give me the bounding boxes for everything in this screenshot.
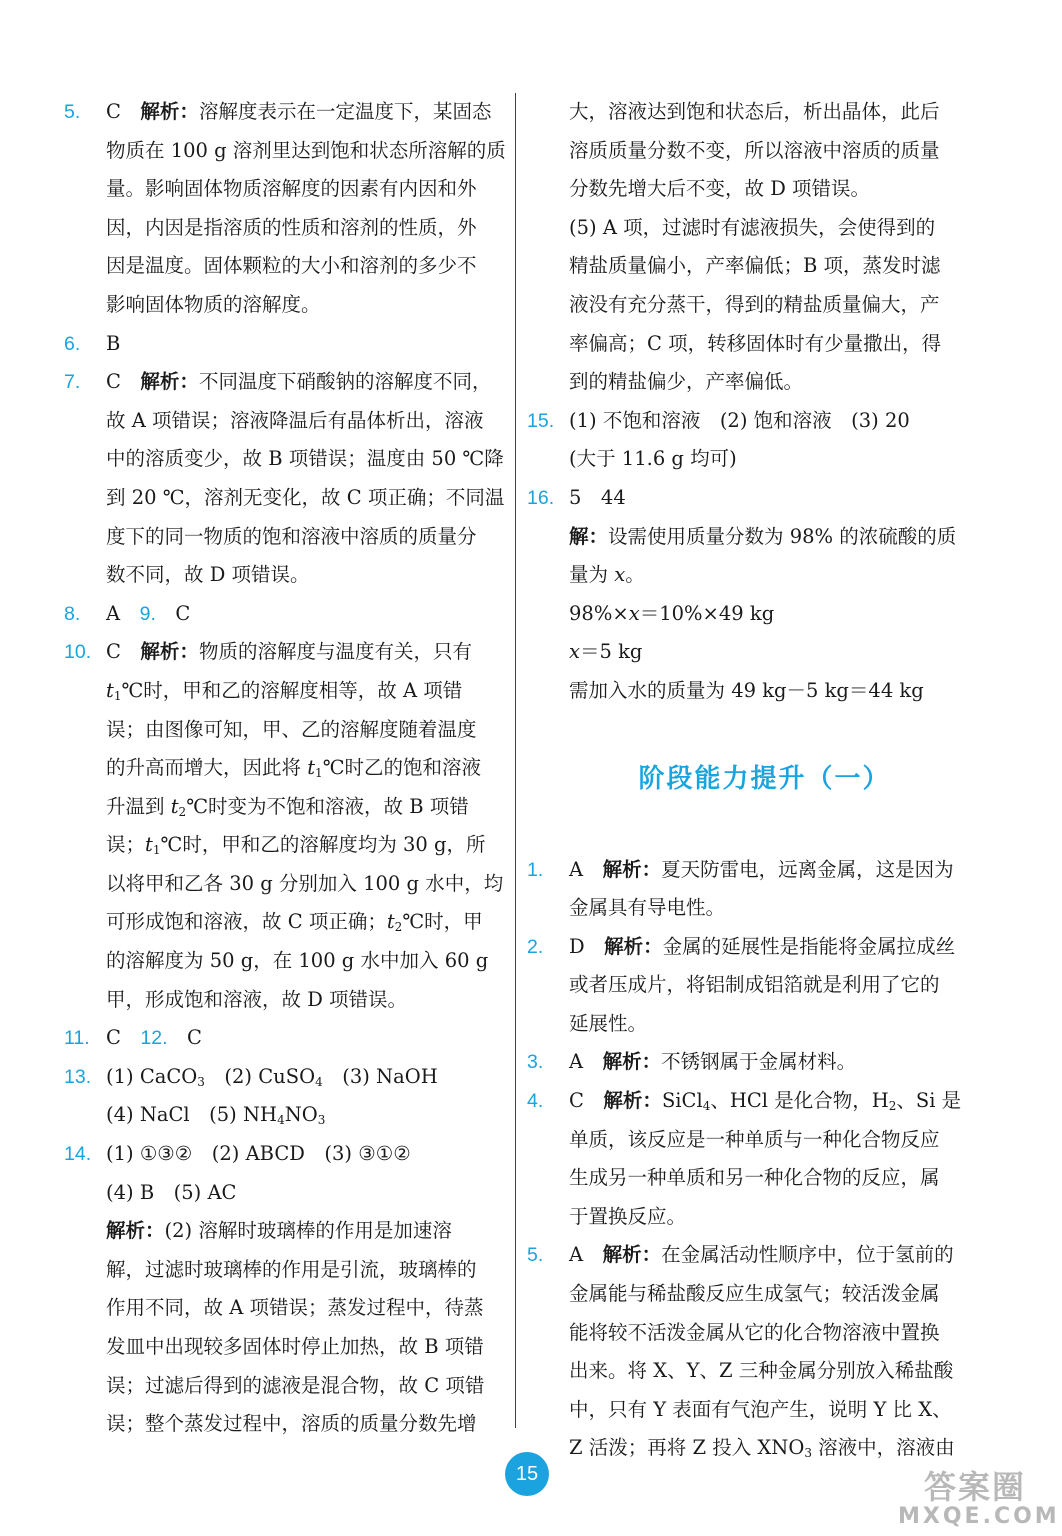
text-line: 5 44 <box>569 485 626 509</box>
item-text <box>106 325 516 364</box>
item-number: 15. <box>527 409 555 432</box>
item-text <box>106 595 516 634</box>
item-number: 4. <box>527 1090 544 1113</box>
text-line: 物质在 100 g 溶剂里达到饱和状态所溶解的质 <box>106 138 506 162</box>
answer-item-15 <box>527 402 972 479</box>
text-line: 金属具有导电性。 <box>569 896 726 920</box>
text-line: D 解析：金属的延展性是指能将金属拉成丝 <box>569 934 956 958</box>
text-line: 误；$t_1℃$时，甲和乙的溶解度均为 30 g，所 <box>106 833 486 858</box>
text-line: 量。影响固体物质溶解度的因素有内因和外 <box>106 177 477 201</box>
text-line: 于置换反应。 <box>569 1204 687 1228</box>
answer-item-6 <box>64 325 516 364</box>
answer-item-16 <box>527 479 972 711</box>
text-line: 误；由图像可知，甲、乙的溶解度随着温度 <box>106 717 477 741</box>
text-line: x＝5 kg <box>569 640 643 664</box>
item-text <box>569 479 972 711</box>
answer-14-continuation <box>527 93 972 402</box>
text-line: 金属能与稀盐酸反应生成氢气；较活泼金属 <box>569 1282 940 1306</box>
text-line: 大，溶液达到饱和状态后，析出晶体，此后 <box>569 100 940 123</box>
item-number: 16. <box>527 486 555 509</box>
text-line: A 解析：在金属活动性顺序中，位于氢前的 <box>569 1243 954 1267</box>
text-line: 中，只有 Y 表面有气泡产生，说明 Y 比 X、 <box>569 1397 952 1421</box>
section-item-3 <box>527 1043 972 1082</box>
text-line: 误；过滤后得到的滤液是混合物，故 C 项错 <box>106 1373 485 1397</box>
section-title: 阶段能力提升（一） <box>638 763 891 794</box>
item-text <box>106 1058 516 1135</box>
text-line: 率偏高；C 项，转移固体时有少量撒出，得 <box>569 331 942 355</box>
item-text <box>106 633 516 1019</box>
right-column <box>527 93 972 1468</box>
text-line: 分数先增大后不变，故 D 项错误。 <box>569 177 871 201</box>
text-line: 延展性。 <box>569 1011 648 1035</box>
section-item-1 <box>527 851 972 928</box>
text-line: 中的溶质变少，故 B 项错误；温度由 50 ℃降 <box>106 447 504 471</box>
answer-item-14 <box>64 1135 516 1444</box>
text-line: 量为 x。 <box>569 563 645 587</box>
text-line: (1) CaCO$_3$ (2) CuSO$_4$ (3) NaOH <box>106 1064 438 1089</box>
text-line: 因，内因是指溶质的性质和溶剂的性质，外 <box>106 215 477 239</box>
text-line: (1) 不饱和溶液 (2) 饱和溶液 (3) 20 <box>569 408 910 432</box>
text-line: 到的精盐偏少，产率偏低。 <box>569 370 804 394</box>
item-number: 13. <box>64 1065 92 1088</box>
text-line: 误；整个蒸发过程中，溶质的质量分数先增 <box>106 1412 477 1436</box>
item-text <box>106 93 516 325</box>
column-divider <box>515 93 516 1428</box>
section-item-4 <box>527 1082 972 1236</box>
text-line: (5) A 项，过滤时有滤液损失，会使得到的 <box>569 215 936 239</box>
text-line: 甲，形成饱和溶液，故 D 项错误。 <box>106 987 408 1011</box>
text-line: A 解析：夏天防雷电，远离金属，这是因为 <box>569 857 954 881</box>
text-line: 液没有充分蒸干，得到的精盐质量偏大，产 <box>569 292 940 316</box>
text-line: 以将甲和乙各 30 g 分别加入 100 g 水中，均 <box>106 871 504 895</box>
text-line: 或者压成片，将铝制成铝箔就是利用了它的 <box>569 973 940 997</box>
text-line: 精盐质量偏小，产率偏低；B 项，蒸发时滤 <box>569 254 941 278</box>
text-line: 溶质质量分数不变，所以溶液中溶质的质量 <box>569 138 940 162</box>
text-line: 解析：(2) 溶解时玻璃棒的作用是加速溶 <box>106 1219 452 1243</box>
item-number: 10. <box>64 641 92 664</box>
text-line: C 解析：不同温度下硝酸钠的溶解度不同， <box>106 370 492 394</box>
text-line: 解：设需使用质量分数为 98% 的浓硫酸的质 <box>569 524 957 548</box>
text-line: Z 活泼；再将 Z 投入 $XNO_3$ 溶液中，溶液由 <box>569 1436 955 1461</box>
text-line: 数不同，故 D 项错误。 <box>106 563 310 587</box>
item-number: 3. <box>527 1051 544 1074</box>
text-line: 发皿中出现较多固体时停止加热，故 B 项错 <box>106 1335 484 1358</box>
item-text <box>569 1082 972 1236</box>
answer-item-5 <box>64 93 516 325</box>
item-text <box>569 851 972 928</box>
watermark-logo <box>898 1468 1060 1530</box>
text-line: (1) ①③② (2) ABCD (3) ③①② <box>106 1142 411 1166</box>
section-item-5 <box>527 1236 972 1468</box>
text-line: C 解析：物质的溶解度与温度有关，只有 <box>106 640 472 664</box>
text-line: 出来。将 X、Y、Z 三种金属分别放入稀盐酸 <box>569 1359 954 1383</box>
text-line: 单质，该反应是一种单质与一种化合物反应 <box>569 1127 940 1151</box>
text-line: A 9. C <box>106 601 191 625</box>
watermark-text: 答案圈 <box>923 1468 1026 1506</box>
text-line: 生成另一种单质和另一种化合物的反应，属 <box>569 1166 940 1190</box>
text-line: 可形成饱和溶液，故 C 项正确；$t_2℃$时，甲 <box>106 910 483 935</box>
text-line: 作用不同，故 A 项错误；蒸发过程中，待蒸 <box>106 1296 484 1320</box>
text-line: (大于 11.6 g 均可) <box>569 447 737 471</box>
item-text <box>106 1019 516 1058</box>
text-line: (4) B (5) AC <box>106 1180 237 1204</box>
answer-item-11-12 <box>64 1019 516 1058</box>
text-line: C 12. C <box>106 1026 202 1050</box>
item-number: 7. <box>64 371 81 394</box>
watermark-url: MXQE.COM <box>898 1504 1060 1529</box>
item-number: 8. <box>64 602 81 625</box>
text-line: (4) NaCl (5) $NH_4NO_3$ <box>106 1103 326 1128</box>
text-line: 度下的同一物质的饱和溶液中溶质的质量分 <box>106 524 477 548</box>
text-line: 的溶解度为 50 g，在 100 g 水中加入 60 g <box>106 949 489 973</box>
item-number: 6. <box>64 332 81 355</box>
section-item-2 <box>527 928 972 1044</box>
page-number: 15 <box>505 1452 549 1496</box>
text-line: 影响固体物质的溶解度。 <box>106 292 321 316</box>
item-text <box>569 1043 972 1082</box>
left-column <box>64 93 516 1444</box>
text-line: C 解析：SiCl$_4$、HCl 是化合物，$H_2$、Si 是 <box>569 1089 962 1114</box>
text-line: 因是温度。固体颗粒的大小和溶剂的多少不 <box>106 254 477 278</box>
item-text <box>569 1236 972 1468</box>
item-number: 1. <box>527 858 544 881</box>
item-number: 5. <box>64 101 81 123</box>
item-number: 14. <box>64 1143 92 1166</box>
item-text <box>106 1135 516 1444</box>
answer-item-8-9 <box>64 595 516 634</box>
item-number: 2. <box>527 935 544 958</box>
item-text <box>569 402 972 479</box>
text-line: 能将较不活泼金属从它的化合物溶液中置换 <box>569 1320 940 1344</box>
answer-item-7 <box>64 363 516 595</box>
text-line: B <box>106 331 121 355</box>
item-number: 5. <box>527 1244 544 1267</box>
text-line: 故 A 项错误；溶液降温后有晶体析出，溶液 <box>106 408 484 432</box>
text-line: 升温到 $t_2℃$时变为不饱和溶液，故 B 项错 <box>106 794 469 819</box>
item-text <box>569 928 972 1044</box>
text-line: 98%×x＝10%×49 kg <box>569 601 775 625</box>
text-line: 解，过滤时玻璃棒的作用是引流，玻璃棒的 <box>106 1257 477 1281</box>
text-line: A 解析：不锈钢属于金属材料。 <box>569 1050 857 1074</box>
text-line: 到 20 ℃，溶剂无变化，故 C 项正确；不同温 <box>106 485 505 509</box>
answer-item-13 <box>64 1058 516 1135</box>
text-line: 需加入水的质量为 49 kg－5 kg＝44 kg <box>569 678 924 702</box>
text-line: 的升高而增大，因此将 $t_1℃$时乙的饱和溶液 <box>106 756 482 781</box>
item-number: 11. <box>64 1027 90 1050</box>
text-line: C 解析：溶解度表示在一定温度下，某固态 <box>106 100 492 123</box>
item-text <box>106 363 516 595</box>
text-line: $t_1℃$时，甲和乙的溶解度相等，故 A 项错 <box>106 678 463 703</box>
answer-item-10 <box>64 633 516 1019</box>
